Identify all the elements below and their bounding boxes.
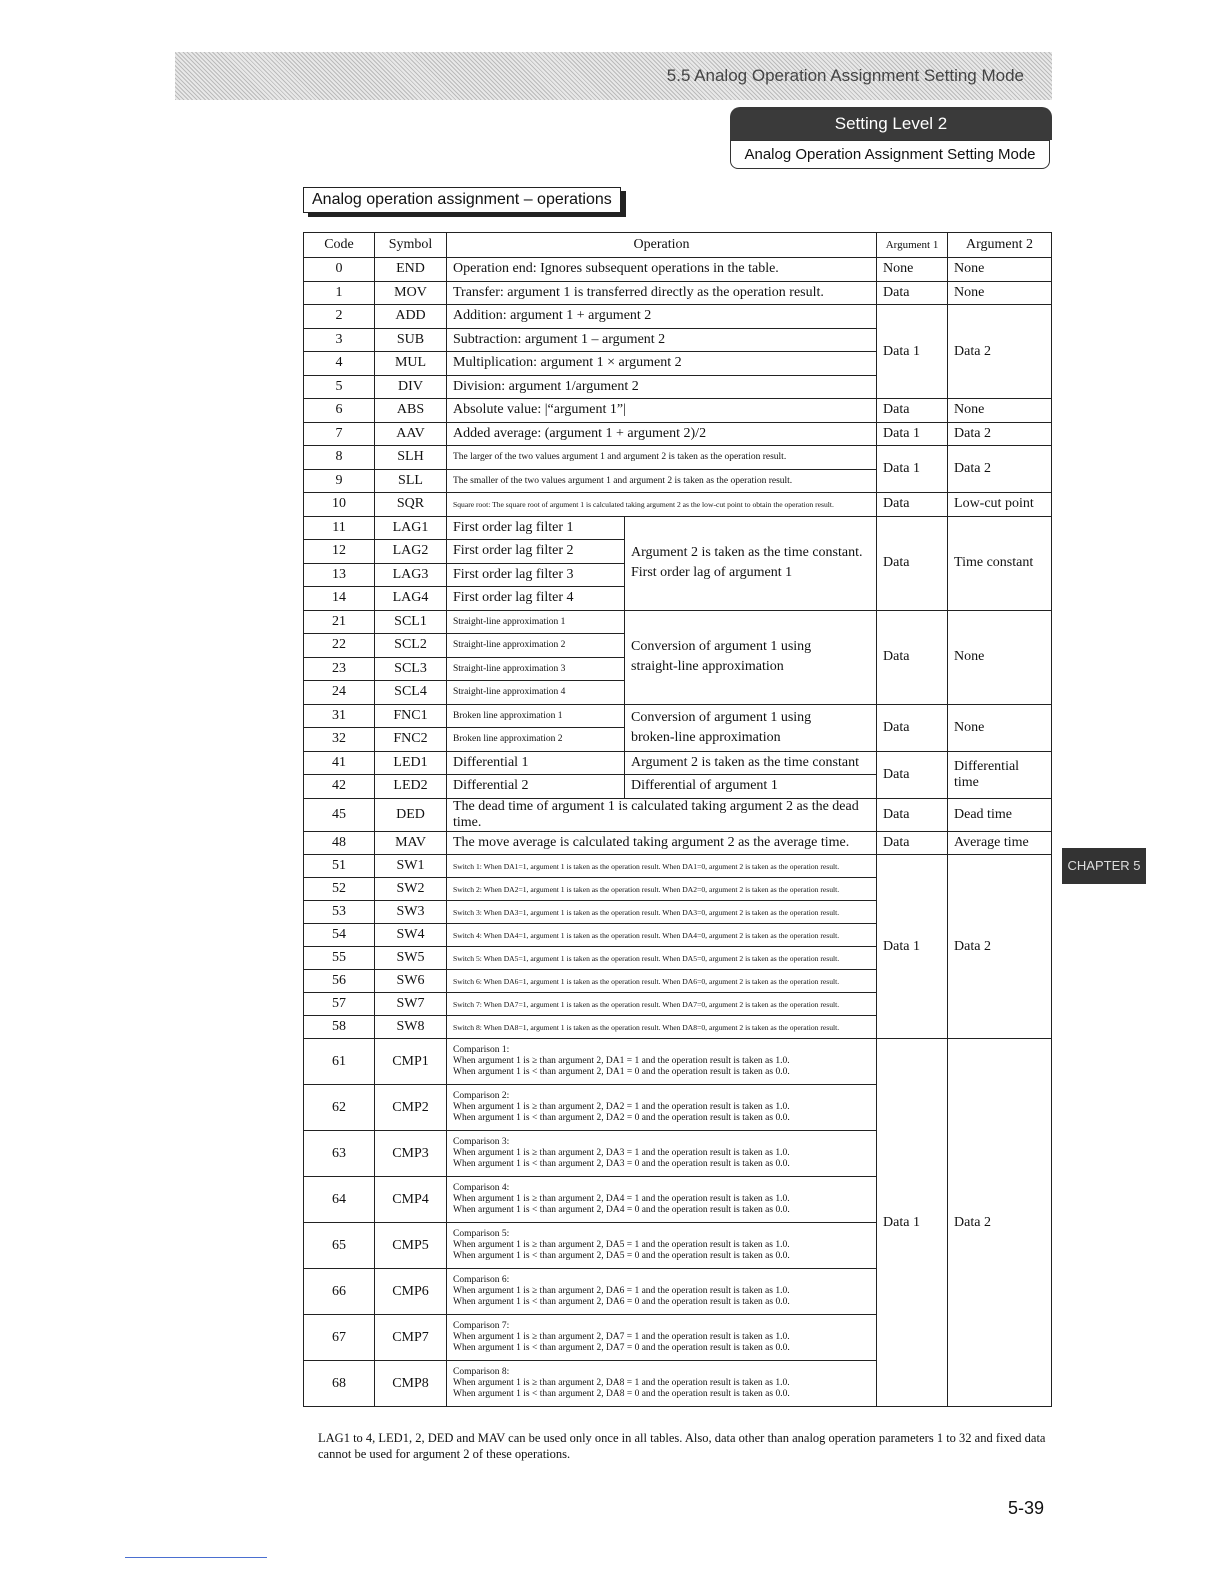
code-cell: 55	[304, 947, 375, 970]
section-banner-title: 5.5 Analog Operation Assignment Setting Mode	[666, 66, 1024, 85]
code-cell: 51	[304, 855, 375, 878]
table-row	[304, 798, 1052, 831]
setting-mode-label: Analog Operation Assignment Setting Mode	[730, 140, 1050, 169]
code-cell: 57	[304, 993, 375, 1016]
code-cell: 65	[304, 1223, 375, 1269]
table-row	[304, 446, 1052, 470]
argument-2-cell: Average time	[948, 831, 1052, 855]
symbol-cell: DIV	[375, 375, 447, 399]
argument-1-cell: Data	[877, 798, 948, 831]
argument-2-cell: None	[948, 610, 1052, 704]
table-row	[304, 610, 1052, 634]
symbol-cell: CMP2	[375, 1085, 447, 1131]
symbol-cell: CMP7	[375, 1315, 447, 1361]
symbol-cell: SW8	[375, 1016, 447, 1039]
footnote: LAG1 to 4, LED1, 2, DED and MAV can be used only once in all tables. Also, data other than analog operation parameters 1 to 32 and fixed data cannot be used for argument 2 of these operations.	[318, 1431, 1046, 1461]
operation-cell: First order lag filter 2	[447, 540, 625, 564]
symbol-cell: SCL4	[375, 681, 447, 705]
argument-1-cell: Data 1	[877, 305, 948, 399]
symbol-cell: SLH	[375, 446, 447, 470]
table-row	[304, 422, 1052, 446]
table-row	[304, 493, 1052, 517]
operation-cell: The smaller of the two values argument 1 and argument 2 is taken as the operation result.	[447, 469, 877, 493]
argument-1-cell: Data	[877, 831, 948, 855]
code-cell: 45	[304, 798, 375, 831]
argument-1-cell: Data	[877, 751, 948, 798]
symbol-cell: LAG3	[375, 563, 447, 587]
operation-cell: Straight-line approximation 4	[447, 681, 625, 705]
symbol-cell: SLL	[375, 469, 447, 493]
symbol-cell: SCL1	[375, 610, 447, 634]
operation-cell: Multiplication: argument 1 × argument 2	[447, 352, 877, 376]
argument-2-cell: None	[948, 399, 1052, 423]
symbol-cell: SW7	[375, 993, 447, 1016]
table-row	[304, 516, 1052, 540]
symbol-cell: SW4	[375, 924, 447, 947]
header-argument-1: Argument 1	[877, 233, 948, 258]
operation-cell: Switch 3: When DA3=1, argument 1 is taken as the operation result. When DA3=0, argument 2 is taken as the operation result.	[447, 901, 877, 924]
operation-cell: Comparison 7: When argument 1 is ≥ than argument 2, DA7 = 1 and the operation result is taken as 1.0. When argument 1 is < than argument 2, DA7 = 0 and the operation result is taken as 0.0.	[447, 1315, 877, 1361]
code-cell: 24	[304, 681, 375, 705]
symbol-cell: CMP6	[375, 1269, 447, 1315]
table-row	[304, 751, 1052, 775]
page-number: 5-39	[1008, 1498, 1045, 1518]
argument-2-cell: Data 2	[948, 305, 1052, 399]
code-cell: 12	[304, 540, 375, 564]
code-cell: 14	[304, 587, 375, 611]
divider-line	[125, 1557, 267, 1558]
symbol-cell: MOV	[375, 281, 447, 305]
argument-2-cell: Time constant	[948, 516, 1052, 610]
operation-detail-cell: Conversion of argument 1 using straight-line approximation	[625, 610, 877, 704]
code-cell: 4	[304, 352, 375, 376]
operation-cell: First order lag filter 3	[447, 563, 625, 587]
symbol-cell: END	[375, 258, 447, 282]
symbol-cell: SCL3	[375, 657, 447, 681]
code-cell: 31	[304, 704, 375, 728]
argument-2-cell: Differential time	[948, 751, 1052, 798]
symbol-cell: MUL	[375, 352, 447, 376]
argument-2-cell: None	[948, 704, 1052, 751]
table-row	[304, 704, 1052, 728]
operation-cell: Switch 4: When DA4=1, argument 1 is taken as the operation result. When DA4=0, argument 2 is taken as the operation result.	[447, 924, 877, 947]
operation-cell: Switch 8: When DA8=1, argument 1 is taken as the operation result. When DA8=0, argument 2 is taken as the operation result.	[447, 1016, 877, 1039]
code-cell: 3	[304, 328, 375, 352]
table-row	[304, 305, 1052, 329]
symbol-cell: SW1	[375, 855, 447, 878]
symbol-cell: CMP3	[375, 1131, 447, 1177]
operation-cell: Straight-line approximation 1	[447, 610, 625, 634]
symbol-cell: CMP4	[375, 1177, 447, 1223]
operation-cell: First order lag filter 1	[447, 516, 625, 540]
argument-2-cell: None	[948, 258, 1052, 282]
operation-cell: Switch 7: When DA7=1, argument 1 is taken as the operation result. When DA7=0, argument 2 is taken as the operation result.	[447, 993, 877, 1016]
symbol-cell: SW2	[375, 878, 447, 901]
operation-cell: Broken line approximation 2	[447, 728, 625, 752]
symbol-cell: CMP1	[375, 1039, 447, 1085]
code-cell: 62	[304, 1085, 375, 1131]
operation-cell: Operation end: Ignores subsequent operations in the table.	[447, 258, 877, 282]
code-cell: 10	[304, 493, 375, 517]
setting-level-badge: Setting Level 2	[730, 107, 1052, 140]
argument-1-cell: Data	[877, 281, 948, 305]
code-cell: 5	[304, 375, 375, 399]
symbol-cell: LED2	[375, 775, 447, 799]
section-banner	[175, 52, 1052, 100]
code-cell: 22	[304, 634, 375, 658]
code-cell: 52	[304, 878, 375, 901]
code-cell: 2	[304, 305, 375, 329]
symbol-cell: CMP5	[375, 1223, 447, 1269]
symbol-cell: CMP8	[375, 1361, 447, 1407]
code-cell: 9	[304, 469, 375, 493]
operation-cell: The move average is calculated taking argument 2 as the average time.	[447, 831, 877, 855]
table-row	[304, 281, 1052, 305]
argument-1-cell: Data	[877, 704, 948, 751]
code-cell: 54	[304, 924, 375, 947]
symbol-cell: FNC1	[375, 704, 447, 728]
operation-cell: Switch 6: When DA6=1, argument 1 is taken as the operation result. When DA6=0, argument 2 is taken as the operation result.	[447, 970, 877, 993]
header-operation: Operation	[447, 233, 877, 258]
argument-1-cell: Data 1	[877, 422, 948, 446]
argument-1-cell: Data	[877, 493, 948, 517]
table-row	[304, 258, 1052, 282]
operation-cell: The dead time of argument 1 is calculated taking argument 2 as the dead time.	[447, 798, 877, 831]
argument-1-cell: None	[877, 258, 948, 282]
code-cell: 42	[304, 775, 375, 799]
code-cell: 68	[304, 1361, 375, 1407]
code-cell: 8	[304, 446, 375, 470]
code-cell: 56	[304, 970, 375, 993]
header-argument-2: Argument 2	[948, 233, 1052, 258]
code-cell: 48	[304, 831, 375, 855]
operation-cell: Straight-line approximation 3	[447, 657, 625, 681]
operation-cell: Comparison 3: When argument 1 is ≥ than argument 2, DA3 = 1 and the operation result is taken as 1.0. When argument 1 is < than argument 2, DA3 = 0 and the operation result is taken as 0.0.	[447, 1131, 877, 1177]
operation-cell: Division: argument 1/argument 2	[447, 375, 877, 399]
code-cell: 41	[304, 751, 375, 775]
operation-cell: Comparison 4: When argument 1 is ≥ than argument 2, DA4 = 1 and the operation result is taken as 1.0. When argument 1 is < than argument 2, DA4 = 0 and the operation result is taken as 0.0.	[447, 1177, 877, 1223]
code-cell: 0	[304, 258, 375, 282]
argument-1-cell: Data	[877, 516, 948, 610]
argument-2-cell: Dead time	[948, 798, 1052, 831]
header-symbol: Symbol	[375, 233, 447, 258]
operation-detail-cell: Differential of argument 1	[625, 775, 877, 799]
operation-cell: Comparison 6: When argument 1 is ≥ than argument 2, DA6 = 1 and the operation result is taken as 1.0. When argument 1 is < than argument 2, DA6 = 0 and the operation result is taken as 0.0.	[447, 1269, 877, 1315]
chapter-tab: CHAPTER 5	[1062, 848, 1146, 884]
table-row	[304, 831, 1052, 855]
operation-cell: Switch 1: When DA1=1, argument 1 is taken as the operation result. When DA1=0, argument 2 is taken as the operation result.	[447, 855, 877, 878]
symbol-cell: SQR	[375, 493, 447, 517]
operation-cell: Switch 2: When DA2=1, argument 1 is taken as the operation result. When DA2=0, argument 2 is taken as the operation result.	[447, 878, 877, 901]
operation-cell: Switch 5: When DA5=1, argument 1 is taken as the operation result. When DA5=0, argument 2 is taken as the operation result.	[447, 947, 877, 970]
symbol-cell: MAV	[375, 831, 447, 855]
code-cell: 58	[304, 1016, 375, 1039]
operation-cell: Added average: (argument 1 + argument 2)/2	[447, 422, 877, 446]
operation-cell: Subtraction: argument 1 – argument 2	[447, 328, 877, 352]
code-cell: 63	[304, 1131, 375, 1177]
code-cell: 7	[304, 422, 375, 446]
argument-1-cell: Data 1	[877, 446, 948, 493]
code-cell: 13	[304, 563, 375, 587]
symbol-cell: FNC2	[375, 728, 447, 752]
operation-cell: Absolute value: |“argument 1”|	[447, 399, 877, 423]
argument-2-cell: None	[948, 281, 1052, 305]
symbol-cell: ADD	[375, 305, 447, 329]
header-code: Code	[304, 233, 375, 258]
table-row	[304, 855, 1052, 878]
operation-cell: Differential 2	[447, 775, 625, 799]
operation-cell: Comparison 2: When argument 1 is ≥ than argument 2, DA2 = 1 and the operation result is taken as 1.0. When argument 1 is < than argument 2, DA2 = 0 and the operation result is taken as 0.0.	[447, 1085, 877, 1131]
operation-cell: Broken line approximation 1	[447, 704, 625, 728]
code-cell: 64	[304, 1177, 375, 1223]
operations-table	[303, 232, 1052, 1407]
code-cell: 21	[304, 610, 375, 634]
symbol-cell: SUB	[375, 328, 447, 352]
symbol-cell: AAV	[375, 422, 447, 446]
argument-2-cell: Data 2	[948, 446, 1052, 493]
operation-detail-cell: Argument 2 is taken as the time constant. First order lag of argument 1	[625, 516, 877, 610]
code-cell: 6	[304, 399, 375, 423]
argument-1-cell: Data 1	[877, 1039, 948, 1407]
symbol-cell: LAG4	[375, 587, 447, 611]
argument-1-cell: Data 1	[877, 855, 948, 1039]
argument-2-cell: Data 2	[948, 422, 1052, 446]
operation-cell: Addition: argument 1 + argument 2	[447, 305, 877, 329]
argument-2-cell: Data 2	[948, 855, 1052, 1039]
table-header-row	[304, 233, 1052, 258]
symbol-cell: SCL2	[375, 634, 447, 658]
code-cell: 1	[304, 281, 375, 305]
operation-cell: Straight-line approximation 2	[447, 634, 625, 658]
symbol-cell: SW6	[375, 970, 447, 993]
operation-cell: Comparison 5: When argument 1 is ≥ than argument 2, DA5 = 1 and the operation result is taken as 1.0. When argument 1 is < than argument 2, DA5 = 0 and the operation result is taken as 0.0.	[447, 1223, 877, 1269]
argument-1-cell: Data	[877, 399, 948, 423]
code-cell: 66	[304, 1269, 375, 1315]
symbol-cell: ABS	[375, 399, 447, 423]
operation-cell: Transfer: argument 1 is transferred directly as the operation result.	[447, 281, 877, 305]
code-cell: 11	[304, 516, 375, 540]
argument-2-cell: Data 2	[948, 1039, 1052, 1407]
operation-detail-cell: Argument 2 is taken as the time constant	[625, 751, 877, 775]
operation-cell: Comparison 1: When argument 1 is ≥ than argument 2, DA1 = 1 and the operation result is taken as 1.0. When argument 1 is < than argument 2, DA1 = 0 and the operation result is taken as 0.0.	[447, 1039, 877, 1085]
operation-cell: Square root: The square root of argument 1 is calculated taking argument 2 as the low-cut point to obtain the operation result.	[447, 493, 877, 517]
code-cell: 53	[304, 901, 375, 924]
operation-cell: The larger of the two values argument 1 and argument 2 is taken as the operation result.	[447, 446, 877, 470]
argument-2-cell: Low-cut point	[948, 493, 1052, 517]
operation-detail-cell: Conversion of argument 1 using broken-line approximation	[625, 704, 877, 751]
code-cell: 23	[304, 657, 375, 681]
symbol-cell: LED1	[375, 751, 447, 775]
argument-1-cell: Data	[877, 610, 948, 704]
symbol-cell: SW3	[375, 901, 447, 924]
symbol-cell: SW5	[375, 947, 447, 970]
symbol-cell: LAG2	[375, 540, 447, 564]
operation-cell: Comparison 8: When argument 1 is ≥ than argument 2, DA8 = 1 and the operation result is taken as 1.0. When argument 1 is < than argument 2, DA8 = 0 and the operation result is taken as 0.0.	[447, 1361, 877, 1407]
operation-cell: Differential 1	[447, 751, 625, 775]
section-title: Analog operation assignment – operations	[303, 187, 621, 213]
code-cell: 32	[304, 728, 375, 752]
code-cell: 67	[304, 1315, 375, 1361]
table-row	[304, 1039, 1052, 1085]
code-cell: 61	[304, 1039, 375, 1085]
operation-cell: First order lag filter 4	[447, 587, 625, 611]
symbol-cell: LAG1	[375, 516, 447, 540]
symbol-cell: DED	[375, 798, 447, 831]
table-row	[304, 399, 1052, 423]
